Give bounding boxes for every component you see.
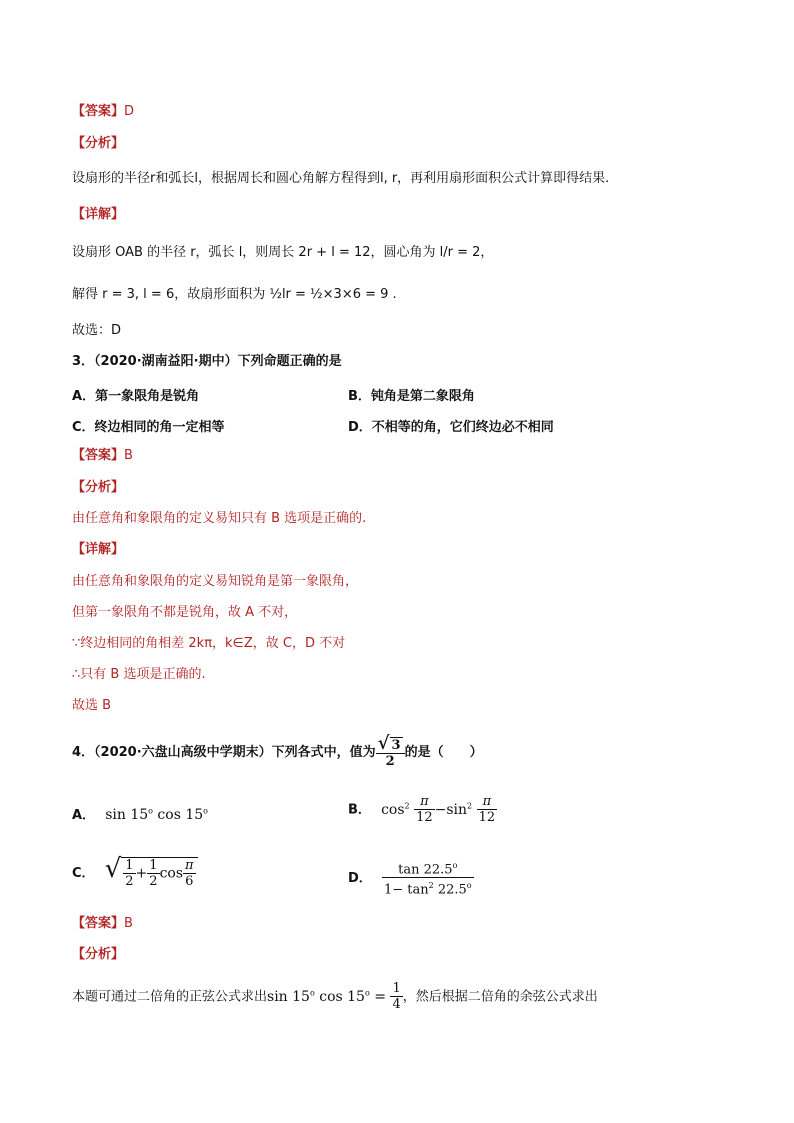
question-title: 4．（2020·六盘山高级中学期末）下列各式中，值为 $\frac{√ 3}{2}$ 的是（ ） bbox=[72, 733, 483, 769]
option-text: 终边相同的角一定相等 bbox=[94, 420, 225, 435]
answer-tag: 【答案】 bbox=[72, 916, 125, 931]
option-key: C． bbox=[72, 866, 95, 881]
option-key: A． bbox=[72, 389, 96, 404]
analysis-text bbox=[72, 170, 609, 188]
option-math: √ $\frac{1}{2}$ + $\frac{1}{2}$ cos $\frac{\pi}{6}$ bbox=[105, 865, 198, 881]
analysis-text: 本题可通过二倍角的正弦公式求出sin 15$^o$ $\cos 15^o$ = $\frac{1}{4}$ ，然后根据二倍角的余弦公式求出 bbox=[72, 981, 598, 1013]
detail-line: ∵终边相同的角相差 2kπ，k∈Z，故 C，D 不对 bbox=[72, 636, 346, 651]
option-text: 第一象限角是锐角 bbox=[95, 389, 200, 404]
answer-line bbox=[72, 103, 134, 121]
analysis-text: 由任意角和象限角的定义易知只有 B 选项是正确的. bbox=[72, 511, 367, 526]
answer-line bbox=[72, 915, 133, 933]
option-math: $\frac{\tan 22.5^o}{1- \tan^2 22.5^o}$ bbox=[382, 870, 474, 886]
option-key: D． bbox=[348, 870, 372, 886]
detail-line: ∴只有 B 选项是正确的. bbox=[72, 667, 206, 682]
question-title: 3．（2020·湖南益阳·期中）下列命题正确的是 bbox=[72, 354, 342, 369]
answer-value: D bbox=[124, 104, 135, 119]
option-text: 钝角是第二象限角 bbox=[370, 389, 475, 404]
answer-value: B bbox=[124, 916, 133, 931]
analysis-math: sin 15$^o$ $\cos 15^o$ = $\frac{1}{4}$ bbox=[267, 981, 401, 1013]
option-b bbox=[348, 385, 475, 404]
option-a bbox=[72, 385, 199, 404]
detail-tag: 【详解】 bbox=[72, 207, 125, 222]
option-text: 不相等的角，它们终边必不相同 bbox=[371, 420, 554, 435]
detail-line: 但第一象限角不都是锐角，故 A 不对， bbox=[72, 605, 298, 620]
option-math: $\cos^2$ $\frac{\pi}{12}$ $-\sin^2$ $\frac{\pi}{12}$ bbox=[381, 794, 496, 825]
option-math: sin 15$^o$ cos 15$^o$ bbox=[105, 806, 208, 823]
choose-line: 故选 B bbox=[72, 698, 112, 713]
option-key: D． bbox=[348, 420, 372, 435]
option-key: C． bbox=[72, 420, 95, 435]
option-key: B． bbox=[348, 802, 371, 818]
choose-line: 故选：D bbox=[72, 323, 122, 338]
analysis-tag: 【分析】 bbox=[72, 480, 125, 495]
detail-line: 设扇形 OAB 的半径 r，弧长 l，则周长 2r + l = 12，圆心角为 l/r = 2， bbox=[72, 245, 494, 260]
detail-tag: 【详解】 bbox=[72, 542, 125, 557]
answer-value: B bbox=[124, 448, 133, 463]
analysis-tag: 【分析】 bbox=[72, 136, 125, 151]
option-b bbox=[348, 794, 497, 825]
answer-tag: 【答案】 bbox=[72, 448, 125, 463]
option-c bbox=[72, 416, 225, 435]
detail-line: 由任意角和象限角的定义易知锐角是第一象限角， bbox=[72, 574, 359, 589]
analysis-text-content: 设扇形的半径r和弧长l，根据周长和圆心角解方程得到l, r，再利用扇形面积公式计算即得结果. bbox=[72, 171, 610, 186]
option-a bbox=[72, 804, 208, 823]
sqrt3-over-2: $\frac{√ 3}{2}$ bbox=[376, 736, 405, 769]
option-key: B． bbox=[348, 389, 371, 404]
answer-tag: 【答案】 bbox=[72, 104, 125, 119]
option-d bbox=[348, 416, 554, 435]
answer-line bbox=[72, 447, 133, 465]
detail-line: 解得 r = 3, l = 6，故扇形面积为 ½lr = ½×3×6 = 9 . bbox=[72, 287, 397, 302]
option-d bbox=[348, 858, 474, 898]
option-key: A． bbox=[72, 808, 96, 823]
analysis-tag: 【分析】 bbox=[72, 947, 125, 962]
option-c bbox=[72, 854, 198, 889]
